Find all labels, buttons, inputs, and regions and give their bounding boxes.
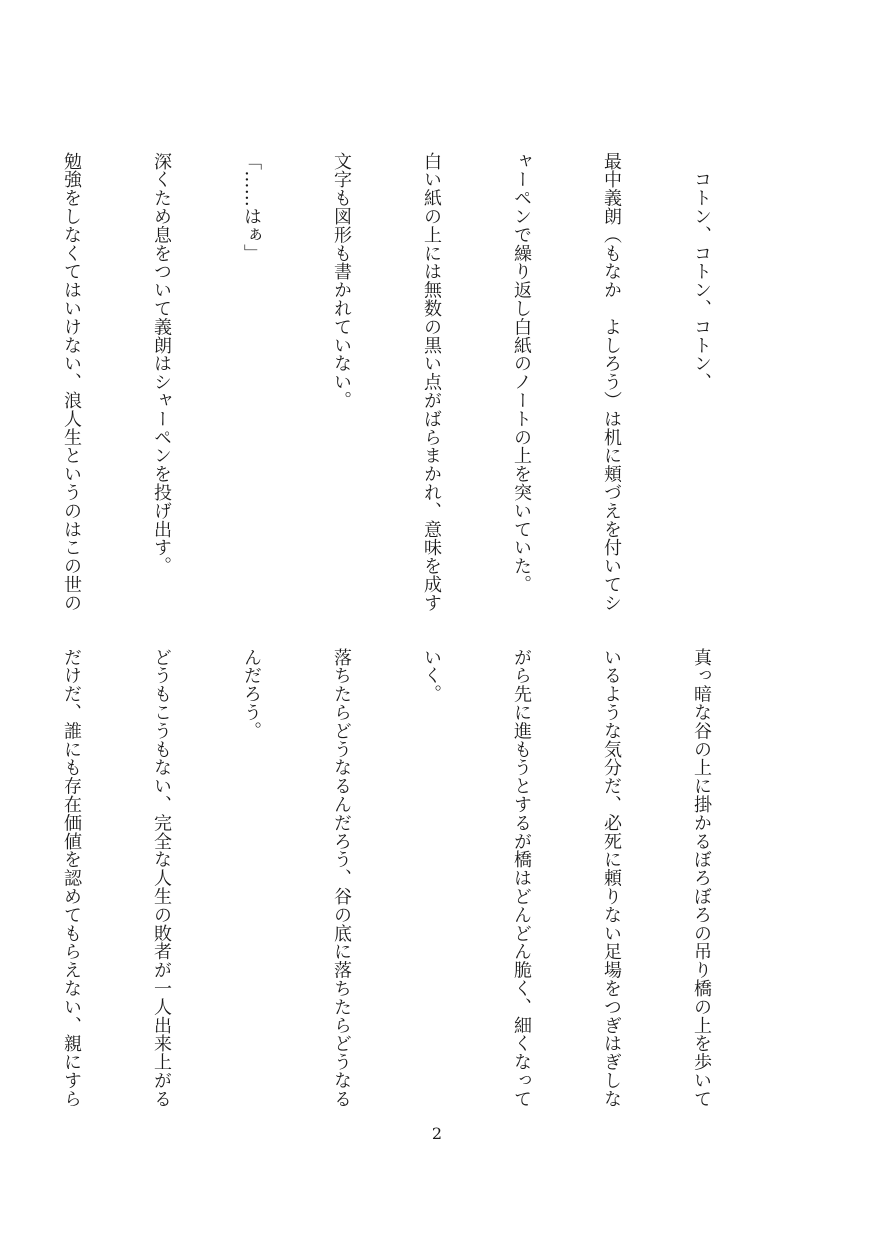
text-line: 文字も図形も書かれていない。 <box>331 152 352 410</box>
text-line: んだろう。 <box>241 648 262 740</box>
text-line: 白い紙の上には無数の黒い点がばらまかれ、意味を成す <box>421 152 442 612</box>
text-block-top <box>61 152 776 612</box>
text-line: 勉強をしなくてはいけない、浪人生というのはこの世の <box>61 152 82 612</box>
text-line: がら先に進もうとするが橋はどんどん脆く、細くなって <box>511 648 532 1108</box>
text-line: コトン、コトン、コトン、 <box>691 152 712 392</box>
text-line: いるような気分だ、必死に頼りない足場をつぎはぎしな <box>601 648 622 1108</box>
text-line: 落ちたらどうなるんだろう、谷の底に落ちたらどうなる <box>331 648 352 1108</box>
text-line: どうもこうもない、完全な人生の敗者が一人出来上がる <box>151 648 172 1108</box>
text-line: ャーペンで繰り返し白紙のノートの上を突いていた。 <box>511 152 532 594</box>
page-number: 2 <box>431 1124 443 1143</box>
text-block-bottom <box>61 648 776 1108</box>
text-line: 最中義朗（もなか よしろう）は机に頬づえを付いてシ <box>601 152 622 612</box>
text-line: 「……はぁ」 <box>241 152 262 263</box>
text-line: いく。 <box>421 648 442 704</box>
text-line: 真っ暗な谷の上に掛かるぼろぼろの吊り橋の上を歩いて <box>691 648 712 1108</box>
text-line: 深くため息をついて義朗はシャーペンを投げ出す。 <box>151 152 172 576</box>
text-line: だけだ、誰にも存在価値を認めてもらえない、親にすら <box>61 648 82 1108</box>
